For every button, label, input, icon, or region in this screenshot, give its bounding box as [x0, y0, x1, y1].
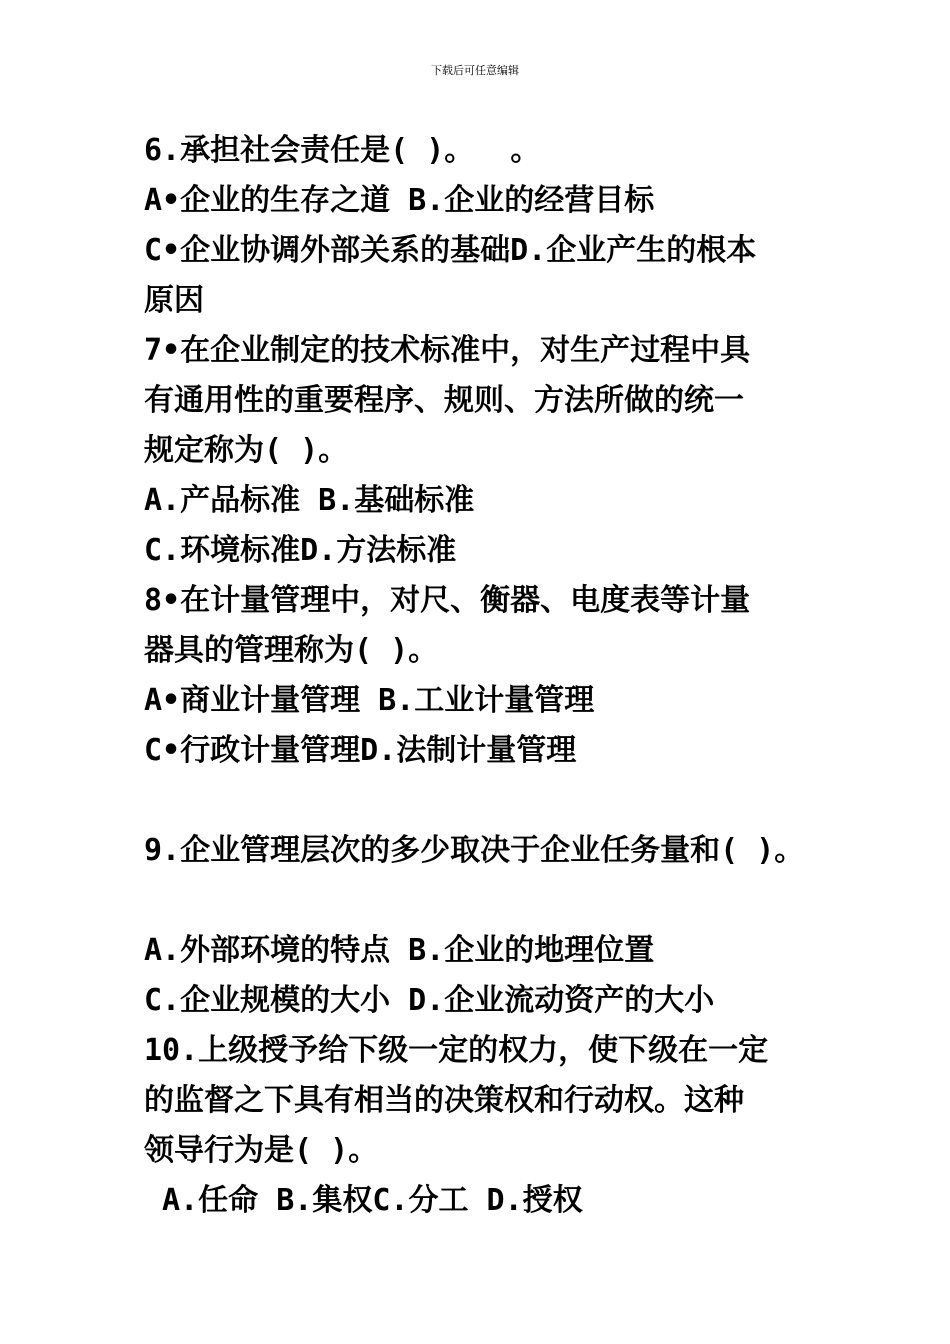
question-7-stem-line-3: 规定称为( )。 — [144, 433, 349, 468]
question-10-stem-line-3: 领导行为是( )。 — [144, 1133, 379, 1168]
question-6-options-ab: A•企业的生存之道 B.企业的经营目标 — [144, 183, 655, 218]
question-10-stem-line-1: 10.上级授予给下级一定的权力，使下级在一定 — [144, 1033, 769, 1068]
question-8-stem-line-1: 8•在计量管理中，对尺、衡器、电度表等计量 — [144, 583, 751, 618]
question-8-options-cd: C•行政计量管理D.法制计量管理 — [144, 733, 577, 768]
question-7-stem-line-1: 7•在企业制定的技术标准中，对生产过程中具 — [144, 333, 751, 368]
question-9-options-ab: A.外部环境的特点 B.企业的地理位置 — [144, 933, 655, 968]
question-7-options-cd: C.环境标准D.方法标准 — [144, 533, 457, 568]
question-6-options-cd: C•企业协调外部关系的基础D.企业产生的根本 — [144, 233, 757, 268]
page-header: 下载后可任意编辑 — [431, 64, 519, 77]
question-6-options-cd-continued: 原因 — [144, 283, 204, 318]
question-10-options: A.任命 B.集权C.分工 D.授权 — [144, 1183, 583, 1218]
question-10-stem-line-2: 的监督之下具有相当的决策权和行动权。这种 — [144, 1083, 744, 1118]
question-7-options-ab: A.产品标准 B.基础标准 — [144, 483, 475, 518]
question-9-stem: 9.企业管理层次的多少取决于企业任务量和( )。 — [144, 833, 805, 868]
question-6-stem: 6.承担社会责任是( )。 。 — [144, 133, 541, 168]
blank-spacer — [144, 776, 844, 826]
question-8-stem-line-2: 器具的管理称为( )。 — [144, 633, 439, 668]
blank-spacer — [144, 876, 844, 926]
question-7-stem-line-2: 有通用性的重要程序、规则、方法所做的统一 — [144, 383, 744, 418]
question-8-options-ab: A•商业计量管理 B.工业计量管理 — [144, 683, 595, 718]
document-body — [144, 126, 844, 1226]
question-9-options-cd: C.企业规模的大小 D.企业流动资产的大小 — [144, 983, 715, 1018]
